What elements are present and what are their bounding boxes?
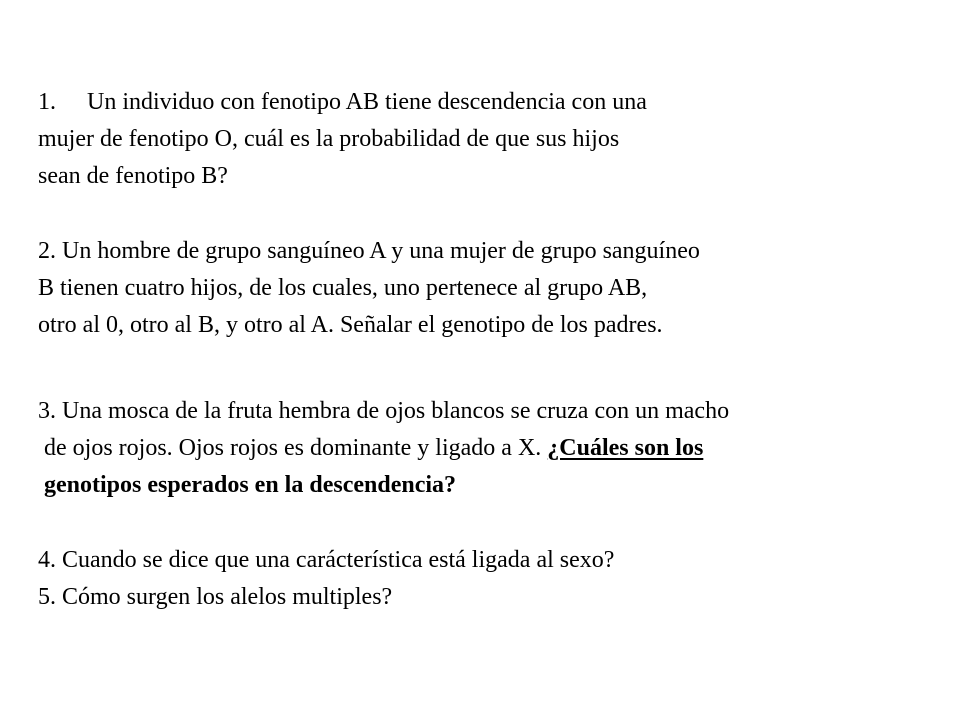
question-3-text-plain: de ojos rojos. Ojos rojos es dominante y ligado a X. bbox=[44, 435, 542, 461]
question-2-line-3: otro al 0, otro al B, y otro al A. Señalar el genotipo de los padres. bbox=[38, 312, 663, 338]
question-3-line-1: 3. Una mosca de la fruta hembra de ojos blancos se cruza con un macho bbox=[38, 398, 730, 424]
question-2-line-2: B tienen cuatro hijos, de los cuales, uno pertenece al grupo AB, bbox=[38, 275, 648, 301]
question-3-line-3 bbox=[44, 470, 456, 500]
question-2-line-1: 2. Un hombre de grupo sanguíneo A y una mujer de grupo sanguíneo bbox=[38, 238, 700, 264]
question-1-number: 1. bbox=[38, 89, 56, 115]
question-1-text-1: Un individuo con fenotipo AB tiene descendencia con una bbox=[87, 89, 647, 115]
question-3-line-2 bbox=[44, 433, 703, 463]
question-1-line-3: sean de fenotipo B? bbox=[38, 163, 228, 189]
question-3-text-bold-2: genotipos esperados en la descendencia? bbox=[44, 472, 457, 498]
question-1-line-2: mujer de fenotipo O, cuál es la probabilidad de que sus hijos bbox=[38, 126, 620, 152]
question-3-text-bold: ¿Cuáles son los bbox=[547, 435, 704, 461]
question-1-line-1 bbox=[38, 87, 647, 117]
question-4-line-1: 4. Cuando se dice que una carácterística está ligada al sexo? bbox=[38, 547, 615, 573]
question-5-line-1: 5. Cómo surgen los alelos multiples? bbox=[38, 584, 393, 610]
